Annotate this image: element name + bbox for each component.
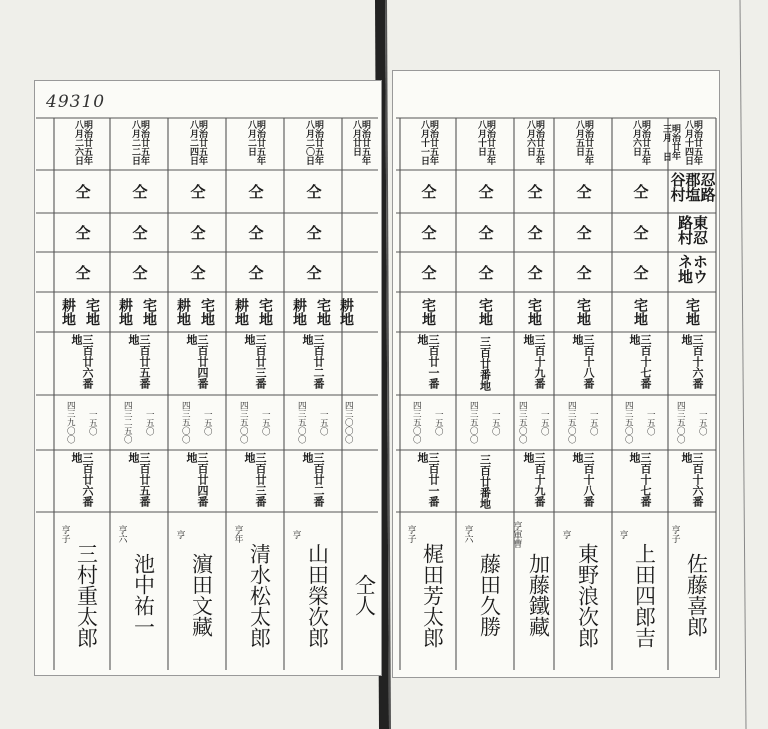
land-category-farmland-cell <box>169 294 197 330</box>
lot-number-secondary: 三百十六番地 <box>680 452 704 507</box>
owner-name: 濵田文藏 <box>189 553 214 637</box>
lot-number-secondary-cell <box>678 452 706 510</box>
lot-number-secondary: 三百十八番地 <box>571 452 595 507</box>
lot-number: 三百廿一番地 <box>416 334 440 389</box>
area-b-cell <box>508 397 536 448</box>
entry-date-cell <box>241 120 269 168</box>
area-a: 一五〇 <box>645 409 656 436</box>
owner-name: 池中祐一 <box>131 553 156 637</box>
column-r2-cell <box>241 215 269 250</box>
owner-prefix: 亨六 <box>116 525 127 543</box>
column-r1-cell <box>241 172 269 211</box>
entry-date-cell <box>183 120 211 168</box>
column-r3-cell <box>183 254 211 290</box>
column-r2-cell <box>520 215 548 250</box>
owner-prefix: 亨 <box>174 529 185 539</box>
lot-number-secondary: 三百廿三番地 <box>243 452 267 507</box>
column-r2-cell <box>346 215 374 250</box>
column-r2-cell <box>676 215 709 250</box>
entry-date: 明治廿五年八月二〇日 <box>304 120 323 165</box>
column-r3-cell <box>299 254 327 290</box>
owner-name: 加藤鐵藏 <box>526 553 551 637</box>
column-r3-cell <box>414 254 442 290</box>
land-category-farmland: 耕地 <box>117 298 133 326</box>
area-b-cell <box>334 397 362 448</box>
area-b-cell <box>113 397 141 448</box>
column-r1-cell <box>668 172 717 211</box>
lot-number: 三百廿四番地 <box>185 334 209 389</box>
land-category-residential: 宅地 <box>257 298 273 326</box>
lot-number: 三百廿番地 <box>478 336 492 391</box>
column-r3: 仝 <box>130 264 149 280</box>
area-b: 四三五〇〇 <box>566 401 577 444</box>
area-b-cell <box>229 397 257 448</box>
land-category-residential-cell <box>626 294 654 330</box>
owner-name: 佐藤喜郎 <box>684 553 709 637</box>
area-b-cell <box>614 397 642 448</box>
lot-number-cell <box>299 334 327 393</box>
column-r1-cell <box>299 172 327 211</box>
column-r2: 仝 <box>525 225 544 240</box>
lot-number-cell <box>569 334 597 393</box>
owner-prefix: 亨年 <box>232 525 243 543</box>
column-r3-cell <box>676 254 709 290</box>
land-category-farmland: 耕地 <box>291 298 307 326</box>
area-b: 四三五〇〇 <box>411 401 422 444</box>
land-category-residential: 宅地 <box>199 298 215 326</box>
column-r1: 仝 <box>419 184 438 199</box>
entry-date-secondary: 明治廿年三月 日 <box>661 124 680 161</box>
column-r2: 仝 <box>419 225 438 240</box>
column-r3: 仝 <box>419 264 438 280</box>
lot-number-secondary: 三百廿二番地 <box>301 452 325 507</box>
entry-date-cell <box>346 120 374 168</box>
column-r3: ホウネ地 <box>676 254 709 284</box>
column-r1: 忍路郡塩谷村 <box>668 172 717 202</box>
column-r1: 仝 <box>476 184 495 199</box>
owner-prefix: 亨子 <box>669 525 680 543</box>
area-a: 一五〇 <box>697 409 708 436</box>
land-category-residential: 宅地 <box>632 298 648 326</box>
lot-number-secondary-cell <box>68 452 96 510</box>
column-r3-cell <box>471 254 499 290</box>
column-r1-cell <box>183 172 211 211</box>
column-r2: 仝 <box>246 225 265 240</box>
area-a: 一五〇 <box>318 409 329 436</box>
column-r2-cell <box>569 215 597 250</box>
land-category-residential-cell <box>471 294 499 330</box>
area-a: 一五〇 <box>490 409 501 436</box>
lot-number: 三百十七番地 <box>628 334 652 389</box>
land-category-farmland-cell <box>227 294 255 330</box>
entry-date-cell <box>414 120 442 168</box>
entry-date-cell <box>471 120 499 168</box>
land-category-residential-cell <box>78 294 106 330</box>
column-r2: 仝 <box>188 225 207 240</box>
column-r3: 仝 <box>631 264 650 280</box>
lot-number-secondary-cell <box>626 452 654 510</box>
column-r1: 仝 <box>574 184 593 199</box>
lot-number: 三百十六番地 <box>680 334 704 389</box>
land-category-farmland: 耕地 <box>175 298 191 326</box>
entry-date-cell <box>68 120 96 168</box>
owner-name-cell <box>129 524 157 666</box>
owner-name-cell <box>475 524 503 666</box>
owner-prefix: 亨 <box>290 529 301 539</box>
column-r3-cell <box>346 254 374 290</box>
column-r2: 仝 <box>304 225 323 240</box>
column-r1: 仝 <box>304 184 323 199</box>
area-b-cell <box>56 397 84 448</box>
area-a: 一五〇 <box>87 409 98 436</box>
owner-prefix: 亨 <box>617 529 628 539</box>
area-a: 一五〇 <box>433 409 444 436</box>
lot-number-cell <box>68 334 96 393</box>
owner-name-cell <box>350 524 378 666</box>
land-category-residential-cell <box>251 294 279 330</box>
column-r2-cell <box>183 215 211 250</box>
column-r1-cell <box>520 172 548 211</box>
owner-name: 藤田久勝 <box>477 553 502 637</box>
land-category-residential-cell <box>678 294 706 330</box>
column-r1: 仝 <box>188 184 207 199</box>
owner-name-cell <box>245 524 273 666</box>
land-category-residential-cell <box>135 294 163 330</box>
lot-number-cell <box>471 334 499 393</box>
lot-number-cell <box>183 334 211 393</box>
lot-number-secondary: 三百廿五番地 <box>127 452 151 507</box>
lot-number-secondary: 三百十九番地 <box>522 452 546 507</box>
entry-date: 明治廿五年八月六日 <box>631 120 650 165</box>
lot-number-cell <box>346 334 374 393</box>
lot-number-secondary-cell <box>520 452 548 510</box>
area-a: 一五〇 <box>260 409 271 436</box>
column-r1-cell <box>414 172 442 211</box>
lot-number: 三百十九番地 <box>522 334 546 389</box>
area-a: 一五〇 <box>588 409 599 436</box>
entry-date: 明治廿五年八月五日 <box>574 120 593 165</box>
column-r2-cell <box>125 215 153 250</box>
lot-number-secondary-cell <box>241 452 269 510</box>
column-r3: 仝 <box>574 264 593 280</box>
column-r3-cell <box>68 254 96 290</box>
owner-prefix: 亨 <box>560 529 571 539</box>
land-category-farmland-cell <box>285 294 313 330</box>
owner-name-cell <box>573 524 601 666</box>
owner-name-cell <box>187 524 215 666</box>
entry-date-cell <box>520 120 548 168</box>
lot-number-secondary-cell <box>125 452 153 510</box>
column-r2-cell <box>68 215 96 250</box>
entry-date: 明治廿五年八月二六日 <box>73 120 92 165</box>
column-r2: 仝 <box>73 225 92 240</box>
lot-number-secondary-cell <box>183 452 211 510</box>
lot-number-secondary-cell <box>346 452 374 510</box>
owner-name: 梶田芳太郎 <box>420 542 445 648</box>
column-r3-cell <box>241 254 269 290</box>
owner-prefix: 亨軍曹 <box>511 520 522 548</box>
land-category-residential-cell <box>193 294 221 330</box>
area-b: 四三五〇〇 <box>468 401 479 444</box>
entry-date-cell <box>626 120 654 168</box>
lot-number-cell <box>125 334 153 393</box>
area-b-cell <box>171 397 199 448</box>
entry-date: 明治廿五年八月十一日 <box>419 120 438 165</box>
owner-name-cell <box>524 524 552 666</box>
land-category-farmland-cell <box>54 294 82 330</box>
owner-name-cell <box>72 524 100 666</box>
entry-date: 明治廿五年八月六日 <box>525 120 544 165</box>
column-r3: 仝 <box>304 264 323 280</box>
column-r1: 仝 <box>246 184 265 199</box>
lot-number: 三百廿六番地 <box>70 334 94 389</box>
owner-prefix: 亨六 <box>462 525 473 543</box>
column-r3: 仝 <box>525 264 544 280</box>
entry-date: 明治廿五年八月二二日 <box>130 120 149 165</box>
column-r2-cell <box>299 215 327 250</box>
owner-name: 三村重太郎 <box>74 542 99 648</box>
lot-number-secondary: 三百廿六番地 <box>70 452 94 507</box>
owner-name: 仝人 <box>352 574 377 616</box>
land-category-farmland-cell <box>111 294 139 330</box>
owner-name: 東野浪次郎 <box>575 542 600 648</box>
lot-number-cell <box>241 334 269 393</box>
column-r1: 仝 <box>525 184 544 199</box>
column-r3: 仝 <box>476 264 495 280</box>
lot-number: 三百廿二番地 <box>301 334 325 389</box>
area-b: 四三〇〇〇 <box>343 401 354 444</box>
area-b: 四三五〇〇 <box>675 401 686 444</box>
column-r2-cell <box>471 215 499 250</box>
area-a: 一五〇 <box>144 409 155 436</box>
column-r3-cell <box>520 254 548 290</box>
land-category-residential: 宅地 <box>526 298 542 326</box>
entry-date-cell <box>299 120 327 168</box>
entry-date-secondary-cell <box>656 124 684 164</box>
lot-number-secondary: 三百廿一番地 <box>416 452 440 507</box>
owner-name-cell <box>682 524 710 666</box>
entry-date-cell <box>569 120 597 168</box>
area-b-cell <box>287 397 315 448</box>
entry-date: 明治廿五年八月二日 <box>246 120 265 165</box>
column-r2: 仝 <box>574 225 593 240</box>
column-r1: 仝 <box>73 184 92 199</box>
land-category-residential-cell <box>356 294 384 330</box>
column-r2: 仝 <box>130 225 149 240</box>
lot-number: 三百十八番地 <box>571 334 595 389</box>
owner-name: 山田榮次郎 <box>305 542 330 648</box>
area-a: 一五〇 <box>202 409 213 436</box>
land-category-residential-cell <box>520 294 548 330</box>
lot-number-secondary-cell <box>414 452 442 510</box>
area-b-cell <box>666 397 694 448</box>
column-r1-cell <box>569 172 597 211</box>
area-b: 四三五〇〇 <box>517 401 528 444</box>
lot-number: 三百廿五番地 <box>127 334 151 389</box>
column-r2: 東忍路村 <box>676 215 709 245</box>
column-r3-cell <box>125 254 153 290</box>
column-r1: 仝 <box>130 184 149 199</box>
area-b-cell <box>459 397 487 448</box>
column-r3: 仝 <box>246 264 265 280</box>
accession-number: 49310 <box>46 92 106 112</box>
owner-name-cell <box>418 524 446 666</box>
column-r1-cell <box>471 172 499 211</box>
column-r1-cell <box>346 172 374 211</box>
owner-prefix: 亨子 <box>405 525 416 543</box>
area-b: 四三五〇〇 <box>296 401 307 444</box>
area-b-cell <box>557 397 585 448</box>
owner-name: 上田四郎吉 <box>632 542 657 648</box>
entry-date-cell <box>125 120 153 168</box>
column-r1: 仝 <box>631 184 650 199</box>
area-b: 四三五〇〇 <box>623 401 634 444</box>
column-r2: 仝 <box>631 225 650 240</box>
column-r1-cell <box>68 172 96 211</box>
owner-name: 清水松太郎 <box>247 542 272 648</box>
entry-date: 明治廿五年八月十日 <box>476 120 495 165</box>
lot-number-secondary: 三百廿番地 <box>478 453 492 509</box>
land-category-farmland: 耕地 <box>60 298 76 326</box>
lot-number-secondary-cell <box>569 452 597 510</box>
lot-number-secondary-cell <box>471 452 499 510</box>
column-r2-cell <box>414 215 442 250</box>
column-r3: 仝 <box>73 264 92 280</box>
column-r1-cell <box>125 172 153 211</box>
area-b: 四三九〇〇 <box>65 401 76 444</box>
area-b-cell <box>402 397 430 448</box>
area-a: 一五〇 <box>539 409 550 436</box>
land-category-residential: 宅地 <box>315 298 331 326</box>
owner-prefix: 亨子 <box>59 525 70 543</box>
owner-name-cell <box>303 524 331 666</box>
column-r3: 仝 <box>188 264 207 280</box>
lot-number: 三百廿三番地 <box>243 334 267 389</box>
entry-date: 明治廿五年八月廿日 <box>351 120 370 165</box>
column-r3-cell <box>569 254 597 290</box>
land-category-farmland: 耕地 <box>233 298 249 326</box>
land-category-residential-cell <box>414 294 442 330</box>
column-r2-cell <box>626 215 654 250</box>
lot-number-cell <box>414 334 442 393</box>
lot-number-cell <box>626 334 654 393</box>
land-category-residential: 宅地 <box>84 298 100 326</box>
lot-number-cell <box>678 334 706 393</box>
entry-date: 明治廿五年八月十四日 <box>683 120 702 165</box>
area-b: 四三二五〇 <box>122 401 133 444</box>
lot-number-secondary-cell <box>299 452 327 510</box>
column-r2: 仝 <box>476 225 495 240</box>
land-category-residential-cell <box>569 294 597 330</box>
land-category-farmland: 耕地 <box>338 298 354 326</box>
column-r3-cell <box>626 254 654 290</box>
owner-name-cell <box>630 524 658 666</box>
land-category-residential: 宅地 <box>141 298 157 326</box>
lot-number-secondary: 三百十七番地 <box>628 452 652 507</box>
area-b: 四三五〇〇 <box>238 401 249 444</box>
land-category-residential: 宅地 <box>420 298 436 326</box>
area-b: 四三五〇〇 <box>180 401 191 444</box>
land-category-residential: 宅地 <box>575 298 591 326</box>
column-r1-cell <box>626 172 654 211</box>
lot-number-secondary: 三百廿四番地 <box>185 452 209 507</box>
land-category-farmland-cell <box>332 294 360 330</box>
land-category-residential: 宅地 <box>477 298 493 326</box>
entry-date: 明治廿五年八月二四日 <box>188 120 207 165</box>
land-category-residential: 宅地 <box>684 298 700 326</box>
lot-number-cell <box>520 334 548 393</box>
